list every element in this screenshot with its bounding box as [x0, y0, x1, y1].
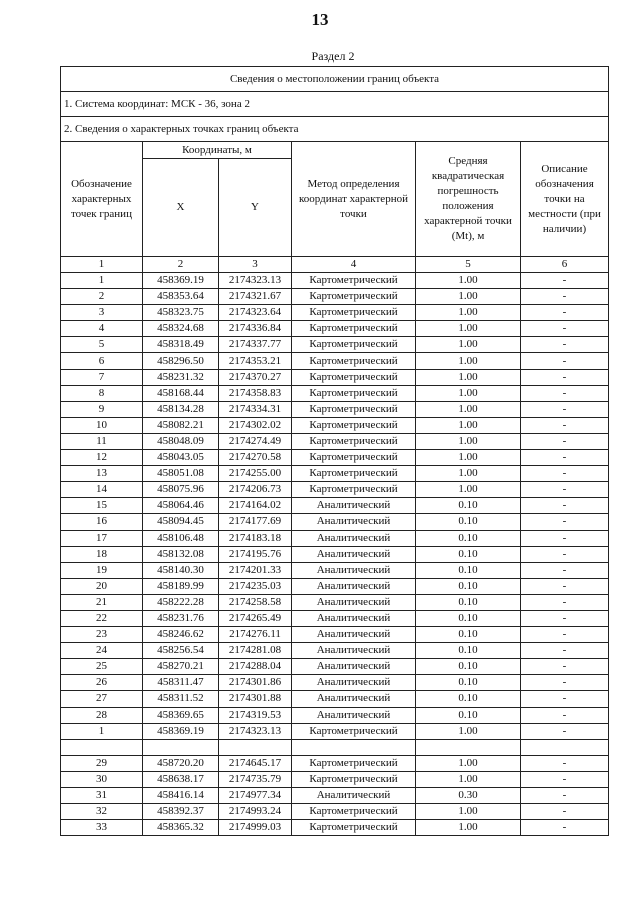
point-number-cell: 22 [61, 610, 143, 626]
error-cell: 0.10 [416, 530, 521, 546]
method-cell: Аналитический [292, 643, 416, 659]
description-cell: - [521, 578, 609, 594]
x-coordinate-cell: 458416.14 [143, 787, 219, 803]
error-cell: 0.10 [416, 643, 521, 659]
table-row [61, 562, 609, 578]
description-cell: - [521, 755, 609, 771]
x-coordinate-cell: 458231.76 [143, 610, 219, 626]
column-numbers-row [61, 257, 609, 273]
method-cell: Аналитический [292, 514, 416, 530]
x-coordinate-cell: 458324.68 [143, 321, 219, 337]
description-cell: - [521, 482, 609, 498]
boundary-points-table [60, 66, 609, 836]
method-cell: Аналитический [292, 610, 416, 626]
error-cell: 0.30 [416, 787, 521, 803]
error-cell: 1.00 [416, 321, 521, 337]
x-coordinate-cell: 458140.30 [143, 562, 219, 578]
description-cell: - [521, 369, 609, 385]
method-cell: Картометрический [292, 433, 416, 449]
error-cell: 1.00 [416, 755, 521, 771]
y-coordinate-cell: 2174319.53 [219, 707, 292, 723]
point-number-cell: 14 [61, 482, 143, 498]
description-cell: - [521, 530, 609, 546]
column-number: 3 [219, 257, 292, 273]
error-cell: 1.00 [416, 804, 521, 820]
empty-cell [143, 739, 219, 755]
table-row [61, 530, 609, 546]
point-number-cell: 9 [61, 401, 143, 417]
method-cell: Аналитический [292, 787, 416, 803]
table-row [61, 482, 609, 498]
y-coordinate-cell: 2174206.73 [219, 482, 292, 498]
point-number-cell: 8 [61, 385, 143, 401]
method-cell: Картометрический [292, 466, 416, 482]
description-cell: - [521, 594, 609, 610]
description-cell: - [521, 450, 609, 466]
description-cell: - [521, 385, 609, 401]
header-coordinates: Координаты, м [143, 142, 292, 159]
table-row [61, 466, 609, 482]
y-coordinate-cell: 2174288.04 [219, 659, 292, 675]
y-coordinate-cell: 2174321.67 [219, 289, 292, 305]
error-cell: 0.10 [416, 675, 521, 691]
point-number-cell: 23 [61, 627, 143, 643]
x-coordinate-cell: 458094.45 [143, 514, 219, 530]
point-number-cell: 6 [61, 353, 143, 369]
x-coordinate-cell: 458168.44 [143, 385, 219, 401]
table-row [61, 771, 609, 787]
y-coordinate-cell: 2174323.13 [219, 723, 292, 739]
empty-cell [292, 739, 416, 755]
table-row [61, 369, 609, 385]
method-cell: Картометрический [292, 369, 416, 385]
y-coordinate-cell: 2174177.69 [219, 514, 292, 530]
method-cell: Картометрический [292, 723, 416, 739]
header-y: Y [219, 159, 292, 257]
table-row [61, 417, 609, 433]
error-cell: 1.00 [416, 369, 521, 385]
point-number-cell: 25 [61, 659, 143, 675]
description-cell: - [521, 787, 609, 803]
x-coordinate-cell: 458270.21 [143, 659, 219, 675]
error-cell: 1.00 [416, 305, 521, 321]
method-cell: Картометрический [292, 417, 416, 433]
point-number-cell: 26 [61, 675, 143, 691]
description-cell: - [521, 514, 609, 530]
point-number-cell: 4 [61, 321, 143, 337]
x-coordinate-cell: 458311.52 [143, 691, 219, 707]
method-cell: Картометрический [292, 273, 416, 289]
x-coordinate-cell: 458043.05 [143, 450, 219, 466]
method-cell: Картометрический [292, 305, 416, 321]
point-number-cell: 33 [61, 820, 143, 836]
description-cell: - [521, 675, 609, 691]
description-cell: - [521, 546, 609, 562]
table-title: Сведения о местоположении границ объекта [61, 67, 609, 92]
y-coordinate-cell: 2174323.13 [219, 273, 292, 289]
error-cell: 1.00 [416, 273, 521, 289]
method-cell: Картометрический [292, 482, 416, 498]
error-cell: 1.00 [416, 385, 521, 401]
point-number-cell: 18 [61, 546, 143, 562]
y-coordinate-cell: 2174999.03 [219, 820, 292, 836]
page-number: 13 [311, 10, 329, 29]
table-row [61, 755, 609, 771]
empty-cell [219, 739, 292, 755]
x-coordinate-cell: 458246.62 [143, 627, 219, 643]
coord-system-row: 1. Система координат: МСК - 36, зона 2 [61, 92, 609, 117]
y-coordinate-cell: 2174235.03 [219, 578, 292, 594]
error-cell: 1.00 [416, 771, 521, 787]
method-cell: Аналитический [292, 498, 416, 514]
error-cell: 1.00 [416, 353, 521, 369]
method-cell: Картометрический [292, 385, 416, 401]
error-cell: 1.00 [416, 401, 521, 417]
error-cell: 1.00 [416, 723, 521, 739]
method-cell: Аналитический [292, 659, 416, 675]
column-number: 2 [143, 257, 219, 273]
description-cell: - [521, 643, 609, 659]
y-coordinate-cell: 2174334.31 [219, 401, 292, 417]
error-cell: 1.00 [416, 482, 521, 498]
point-number-cell: 32 [61, 804, 143, 820]
header-error: Средняя квадратическая погрешность положения характерной точки (Mt), м [416, 142, 521, 257]
description-cell: - [521, 691, 609, 707]
y-coordinate-cell: 2174645.17 [219, 755, 292, 771]
y-coordinate-cell: 2174183.18 [219, 530, 292, 546]
error-cell: 0.10 [416, 594, 521, 610]
y-coordinate-cell: 2174164.02 [219, 498, 292, 514]
point-number-cell: 19 [61, 562, 143, 578]
method-cell: Аналитический [292, 627, 416, 643]
y-coordinate-cell: 2174201.33 [219, 562, 292, 578]
error-cell: 0.10 [416, 627, 521, 643]
description-cell: - [521, 305, 609, 321]
point-number-cell: 3 [61, 305, 143, 321]
empty-cell [61, 739, 143, 755]
y-coordinate-cell: 2174353.21 [219, 353, 292, 369]
description-cell: - [521, 562, 609, 578]
x-coordinate-cell: 458369.65 [143, 707, 219, 723]
error-cell: 0.10 [416, 691, 521, 707]
y-coordinate-cell: 2174323.64 [219, 305, 292, 321]
description-cell: - [521, 417, 609, 433]
table-row [61, 659, 609, 675]
y-coordinate-cell: 2174302.02 [219, 417, 292, 433]
error-cell: 0.10 [416, 546, 521, 562]
description-cell: - [521, 707, 609, 723]
x-coordinate-cell: 458082.21 [143, 417, 219, 433]
point-number-cell: 12 [61, 450, 143, 466]
method-cell: Аналитический [292, 707, 416, 723]
method-cell: Картометрический [292, 804, 416, 820]
x-coordinate-cell: 458051.08 [143, 466, 219, 482]
y-coordinate-cell: 2174977.34 [219, 787, 292, 803]
table-row [61, 450, 609, 466]
method-cell: Картометрический [292, 771, 416, 787]
point-number-cell: 21 [61, 594, 143, 610]
method-cell: Аналитический [292, 675, 416, 691]
table-row [61, 643, 609, 659]
table-row [61, 353, 609, 369]
point-number-cell: 11 [61, 433, 143, 449]
empty-cell [521, 739, 609, 755]
point-number-cell: 20 [61, 578, 143, 594]
x-coordinate-cell: 458311.47 [143, 675, 219, 691]
description-cell: - [521, 804, 609, 820]
column-number: 4 [292, 257, 416, 273]
description-cell: - [521, 627, 609, 643]
table-row [61, 594, 609, 610]
description-cell: - [521, 820, 609, 836]
column-number: 1 [61, 257, 143, 273]
error-cell: 0.10 [416, 659, 521, 675]
description-cell: - [521, 723, 609, 739]
point-number-cell: 30 [61, 771, 143, 787]
method-cell: Аналитический [292, 530, 416, 546]
point-number-cell: 24 [61, 643, 143, 659]
table-row [61, 627, 609, 643]
method-cell: Картометрический [292, 450, 416, 466]
x-coordinate-cell: 458720.20 [143, 755, 219, 771]
table-row [61, 723, 609, 739]
point-number-cell: 17 [61, 530, 143, 546]
table-row [61, 514, 609, 530]
description-cell: - [521, 610, 609, 626]
x-coordinate-cell: 458106.48 [143, 530, 219, 546]
y-coordinate-cell: 2174301.88 [219, 691, 292, 707]
description-cell: - [521, 401, 609, 417]
method-cell: Картометрический [292, 401, 416, 417]
description-cell: - [521, 337, 609, 353]
table-spacer-row [61, 739, 609, 755]
table-row [61, 289, 609, 305]
description-cell: - [521, 321, 609, 337]
point-number-cell: 16 [61, 514, 143, 530]
point-number-cell: 7 [61, 369, 143, 385]
point-number-cell: 13 [61, 466, 143, 482]
table-row [61, 337, 609, 353]
description-cell: - [521, 498, 609, 514]
table-row [61, 691, 609, 707]
x-coordinate-cell: 458353.64 [143, 289, 219, 305]
header-x: X [143, 159, 219, 257]
x-coordinate-cell: 458365.32 [143, 820, 219, 836]
table-row [61, 321, 609, 337]
method-cell: Аналитический [292, 594, 416, 610]
y-coordinate-cell: 2174370.27 [219, 369, 292, 385]
table-row [61, 433, 609, 449]
point-number-cell: 5 [61, 337, 143, 353]
point-number-cell: 2 [61, 289, 143, 305]
point-number-cell: 15 [61, 498, 143, 514]
x-coordinate-cell: 458048.09 [143, 433, 219, 449]
x-coordinate-cell: 458189.99 [143, 578, 219, 594]
header-description: Описание обозначения точки на местности (при наличии) [521, 142, 609, 257]
y-coordinate-cell: 2174358.83 [219, 385, 292, 401]
method-cell: Картометрический [292, 755, 416, 771]
table-row [61, 675, 609, 691]
method-cell: Картометрический [292, 289, 416, 305]
table-row [61, 707, 609, 723]
description-cell: - [521, 771, 609, 787]
description-cell: - [521, 289, 609, 305]
y-coordinate-cell: 2174301.86 [219, 675, 292, 691]
header-point-designation: Обозначение характерных точек границ [61, 142, 143, 257]
section-label: Раздел 2 [311, 49, 355, 63]
table-row [61, 385, 609, 401]
table-row [61, 546, 609, 562]
y-coordinate-cell: 2174274.49 [219, 433, 292, 449]
x-coordinate-cell: 458638.17 [143, 771, 219, 787]
empty-cell [416, 739, 521, 755]
point-number-cell: 28 [61, 707, 143, 723]
y-coordinate-cell: 2174255.00 [219, 466, 292, 482]
y-coordinate-cell: 2174265.49 [219, 610, 292, 626]
method-cell: Картометрический [292, 353, 416, 369]
y-coordinate-cell: 2174258.58 [219, 594, 292, 610]
x-coordinate-cell: 458231.32 [143, 369, 219, 385]
point-number-cell: 29 [61, 755, 143, 771]
x-coordinate-cell: 458075.96 [143, 482, 219, 498]
column-number: 6 [521, 257, 609, 273]
x-coordinate-cell: 458256.54 [143, 643, 219, 659]
description-cell: - [521, 659, 609, 675]
error-cell: 0.10 [416, 578, 521, 594]
table-row [61, 305, 609, 321]
table-row [61, 401, 609, 417]
description-cell: - [521, 466, 609, 482]
method-cell: Аналитический [292, 562, 416, 578]
table-row [61, 498, 609, 514]
y-coordinate-cell: 2174337.77 [219, 337, 292, 353]
point-number-cell: 27 [61, 691, 143, 707]
table-row [61, 820, 609, 836]
x-coordinate-cell: 458392.37 [143, 804, 219, 820]
method-cell: Аналитический [292, 546, 416, 562]
y-coordinate-cell: 2174735.79 [219, 771, 292, 787]
x-coordinate-cell: 458222.28 [143, 594, 219, 610]
point-number-cell: 1 [61, 273, 143, 289]
error-cell: 0.10 [416, 610, 521, 626]
error-cell: 0.10 [416, 514, 521, 530]
x-coordinate-cell: 458323.75 [143, 305, 219, 321]
method-cell: Картометрический [292, 820, 416, 836]
method-cell: Аналитический [292, 691, 416, 707]
method-cell: Картометрический [292, 337, 416, 353]
error-cell: 1.00 [416, 289, 521, 305]
y-coordinate-cell: 2174336.84 [219, 321, 292, 337]
x-coordinate-cell: 458134.28 [143, 401, 219, 417]
table-row [61, 578, 609, 594]
error-cell: 1.00 [416, 466, 521, 482]
point-number-cell: 1 [61, 723, 143, 739]
error-cell: 1.00 [416, 337, 521, 353]
y-coordinate-cell: 2174270.58 [219, 450, 292, 466]
point-number-cell: 31 [61, 787, 143, 803]
point-number-cell: 10 [61, 417, 143, 433]
x-coordinate-cell: 458369.19 [143, 723, 219, 739]
y-coordinate-cell: 2174281.08 [219, 643, 292, 659]
column-number: 5 [416, 257, 521, 273]
y-coordinate-cell: 2174276.11 [219, 627, 292, 643]
y-coordinate-cell: 2174993.24 [219, 804, 292, 820]
error-cell: 1.00 [416, 820, 521, 836]
error-cell: 1.00 [416, 417, 521, 433]
points-heading-row: 2. Сведения о характерных точках границ объекта [61, 117, 609, 142]
x-coordinate-cell: 458132.08 [143, 546, 219, 562]
table-row [61, 610, 609, 626]
description-cell: - [521, 273, 609, 289]
error-cell: 0.10 [416, 498, 521, 514]
description-cell: - [521, 433, 609, 449]
table-row [61, 273, 609, 289]
table-row [61, 804, 609, 820]
method-cell: Аналитический [292, 578, 416, 594]
x-coordinate-cell: 458064.46 [143, 498, 219, 514]
x-coordinate-cell: 458369.19 [143, 273, 219, 289]
error-cell: 0.10 [416, 562, 521, 578]
error-cell: 1.00 [416, 450, 521, 466]
error-cell: 1.00 [416, 433, 521, 449]
method-cell: Картометрический [292, 321, 416, 337]
description-cell: - [521, 353, 609, 369]
error-cell: 0.10 [416, 707, 521, 723]
x-coordinate-cell: 458318.49 [143, 337, 219, 353]
table-row [61, 787, 609, 803]
x-coordinate-cell: 458296.50 [143, 353, 219, 369]
header-method: Метод определения координат характерной точки [292, 142, 416, 257]
y-coordinate-cell: 2174195.76 [219, 546, 292, 562]
